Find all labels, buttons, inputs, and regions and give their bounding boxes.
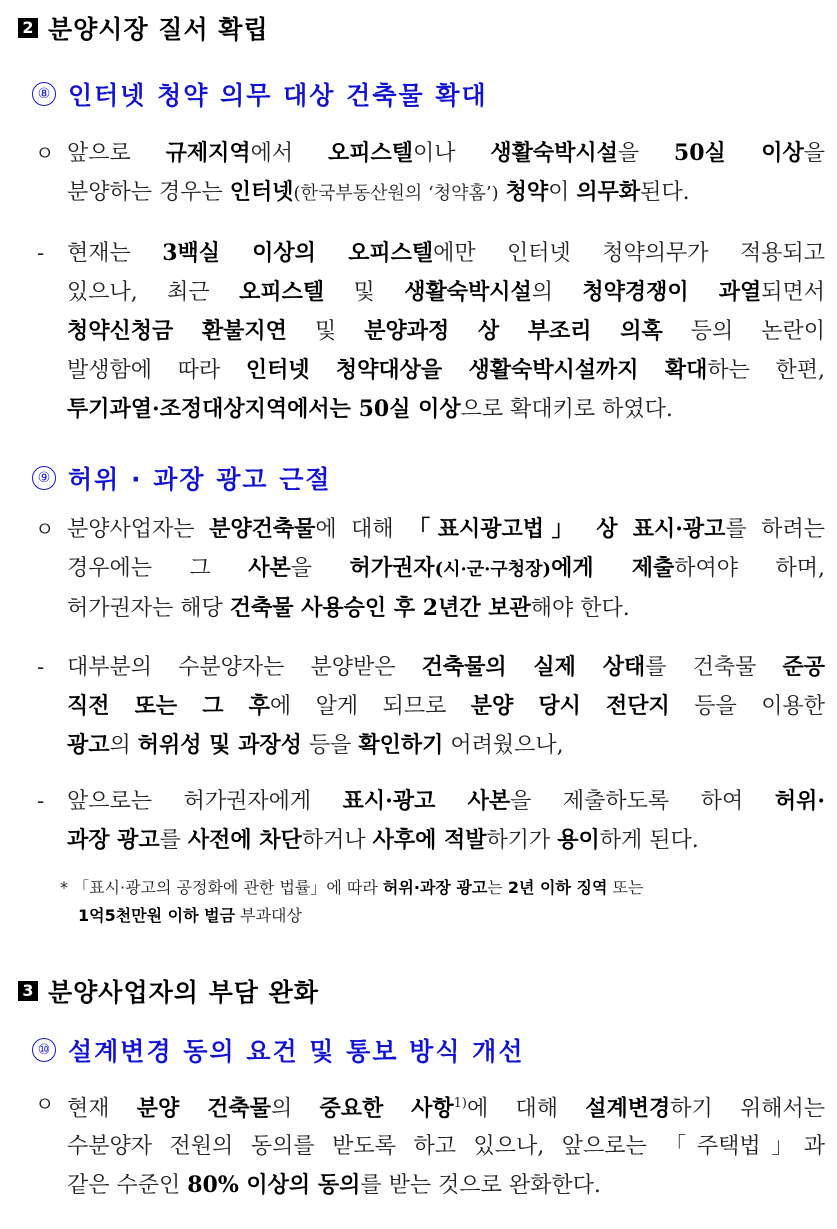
circled-number: ⑩	[32, 1038, 56, 1062]
circled-number: ⑨	[32, 466, 56, 490]
section-number-box: 3	[18, 981, 38, 1001]
circle-bullet: ㅇ	[35, 517, 55, 541]
paragraph-item8-2	[35, 234, 825, 429]
subheading-title: 허위 · 과장 광고 근절	[68, 465, 332, 494]
text-line: 경우에는 그 사본을 허가권자(시·군·구청장)에게 제출하여야 하며,	[67, 555, 826, 581]
text-line: ㅇ 앞으로 규제지역에서 오피스텔이나 생활숙박시설을 50실 이상을	[35, 134, 825, 173]
text-line: 허가권자는 해당 건축물 사용승인 후 2년간 보관해야 한다.	[67, 595, 630, 621]
section-title: 분양시장 질서 확립	[48, 15, 269, 44]
dash-bullet: -	[37, 789, 45, 813]
text-line: ㅇ 분양사업자는 분양건축물에 대해 「표시광고법」 상 표시·광고를 하려는	[35, 510, 825, 549]
footnote	[60, 874, 820, 930]
subheading-title: 인터넷 청약 의무 대상 건축물 확대	[68, 81, 488, 110]
paragraph-item10-1	[35, 1085, 825, 1205]
text-line: 있으나, 최근 오피스텔 및 생활숙박시설의 청약경쟁이 과열되면서	[67, 279, 825, 305]
section-heading-3	[18, 973, 319, 1009]
circle-bullet: ㅇ	[35, 141, 55, 165]
text-line: ㅇ 현재 분양 건축물의 중요한 사항$^{1)}$에 대해 설계변경하기 위해서는	[35, 1085, 825, 1128]
dash-bullet: -	[37, 241, 45, 265]
text-line: - 대부분의 수분양자는 분양받은 건축물의 실제 상태를 건축물 준공	[35, 648, 825, 687]
paragraph-item8-1	[35, 134, 825, 213]
text-line: 광고의 허위성 및 과장성 등을 확인하기 어려웠으나,	[67, 732, 564, 758]
subheading-item-9	[32, 460, 332, 496]
paragraph-item9-2	[35, 648, 825, 765]
subheading-title: 설계변경 동의 요건 및 통보 방식 개선	[68, 1037, 525, 1066]
text-line: - 앞으로는 허가권자에게 표시·광고 사본을 제출하도록 하여 허위·	[35, 782, 825, 821]
text-line: 청약신청금 환불지연 및 분양과정 상 부조리 의혹 등의 논란이	[67, 318, 825, 344]
circle-bullet: ㅇ	[35, 1092, 55, 1116]
text-line: 직전 또는 그 후에 알게 되므로 분양 당시 전단지 등을 이용한	[67, 693, 825, 719]
subheading-item-10	[32, 1032, 524, 1068]
text-line: 같은 수준인 80% 이상의 동의를 받는 것으로 완화한다.	[67, 1172, 601, 1199]
paragraph-item9-1	[35, 510, 825, 628]
text-line: - 현재는 3백실 이상의 오피스텔에만 인터넷 청약의무가 적용되고	[35, 234, 825, 273]
subheading-item-8	[32, 76, 488, 112]
footnote-line: 1억5천만원 이하 벌금 부과대상	[78, 906, 302, 925]
footnote-line: * 「표시·광고의 공정화에 관한 법률」에 따라 허위·과장 광고는 2년 이하 징역 또는	[60, 878, 644, 897]
text-line: 과장 광고를 사전에 차단하거나 사후에 적발하기가 용이하게 된다.	[67, 827, 699, 853]
dash-bullet: -	[37, 655, 45, 679]
section-title: 분양사업자의 부담 완화	[48, 978, 319, 1007]
paragraph-item9-3	[35, 782, 825, 860]
circled-number: ⑧	[32, 82, 56, 106]
text-line: 분양하는 경우는 인터넷(한국부동산원의 ‘청약홈’) 청약이 의무화된다.	[67, 179, 690, 205]
section-heading-2	[18, 10, 269, 46]
text-line: 투기과열·조정대상지역에서는 50실 이상으로 확대키로 하였다.	[67, 396, 673, 422]
text-line: 수분양자 전원의 동의를 받도록 하고 있으나, 앞으로는 「주택법」과	[67, 1134, 825, 1160]
text-line: 발생함에 따라 인터넷 청약대상을 생활숙박시설까지 확대하는 한편,	[67, 357, 826, 383]
footnote-marker: 1)	[453, 1096, 467, 1111]
section-number-box: 2	[18, 18, 38, 38]
